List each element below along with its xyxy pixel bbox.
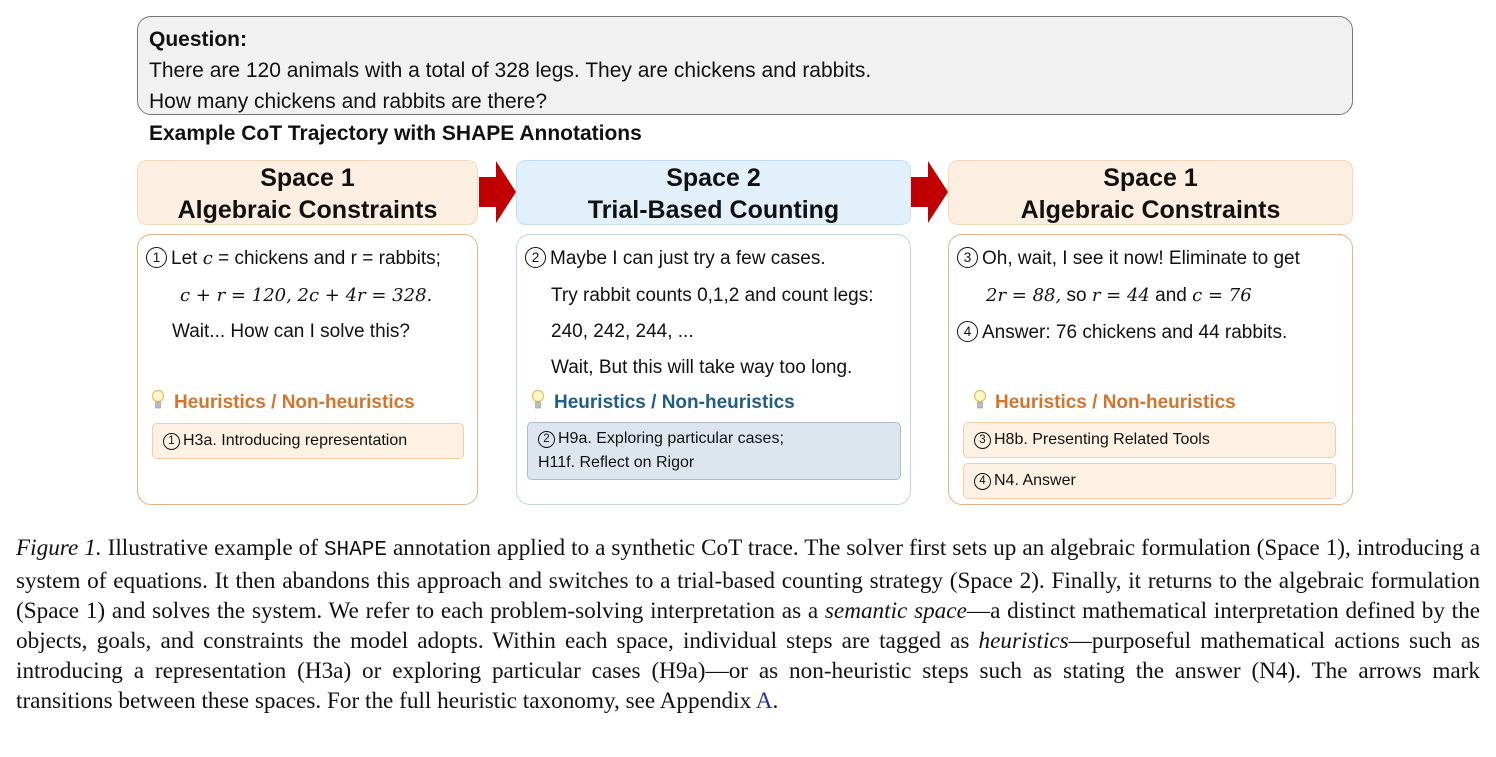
heuristics-title: Heuristics / Non-heuristics	[174, 392, 415, 413]
space-3-title: Space 1	[1103, 164, 1198, 192]
panel-space-3	[948, 234, 1353, 505]
step-number-badge: 3	[957, 247, 978, 268]
panel2-line-4: Wait, But this will take way too long.	[551, 357, 853, 378]
space-header-3	[948, 160, 1353, 225]
space-header-1	[137, 160, 478, 225]
figure-label: Figure 1.	[16, 535, 102, 561]
panel3-step3-line: 3 Oh, wait, I see it now! Eliminate to get	[957, 247, 1300, 270]
heuristics-title: Heuristics / Non-heuristics	[554, 392, 795, 413]
transition-arrow-icon	[479, 161, 516, 223]
space-3-subtitle: Algebraic Constraints	[1020, 196, 1281, 224]
panel-space-1	[137, 234, 478, 505]
tag-text: N4. Answer	[994, 472, 1076, 489]
tag-number-badge: 1	[163, 433, 180, 450]
step-number-badge: 4	[957, 321, 978, 342]
tag-text: H3a. Introducing representation	[183, 432, 408, 449]
appendix-link[interactable]: A	[755, 688, 773, 714]
panel2-line-3: 240, 242, 244, ...	[551, 321, 694, 342]
panel1-step-line: 1 Let c = chickens and r = rabbits;	[146, 247, 441, 270]
space-1-title: Space 1	[260, 164, 355, 192]
heuristic-tag	[963, 463, 1336, 499]
lightbulb-icon	[151, 389, 165, 411]
question-line-1: There are 120 animals with a total of 328 legs. They are chickens and rabbits.	[149, 59, 872, 82]
heuristic-tag	[152, 423, 464, 459]
question-line-2: How many chickens and rabbits are there?	[149, 90, 548, 113]
tag-text: H8b. Presenting Related Tools	[994, 431, 1210, 448]
panel2-line-2: Try rabbit counts 0,1,2 and count legs:	[551, 285, 874, 306]
heuristics-title: Heuristics / Non-heuristics	[995, 392, 1236, 413]
tag-number-badge: 2	[538, 431, 555, 448]
space-header-2	[516, 160, 911, 225]
panel1-equations: c + r = 120, 2c + 4r = 328.	[180, 285, 433, 306]
lightbulb-icon	[973, 389, 987, 411]
tag-text-line-2: H11f. Reflect on Rigor	[538, 454, 695, 471]
tag-text: H9a. Exploring particular cases;	[558, 430, 784, 447]
question-box	[137, 16, 1353, 115]
question-heading: Question:	[149, 28, 247, 51]
heuristic-tag	[527, 422, 901, 480]
lightbulb-icon	[531, 389, 545, 411]
panel3-answer-line: 4 Answer: 76 chickens and 44 rabbits.	[957, 321, 1287, 344]
step-number-badge: 1	[146, 247, 167, 268]
example-title: Example CoT Trajectory with SHAPE Annotations	[149, 122, 642, 145]
space-2-subtitle: Trial-Based Counting	[587, 196, 840, 224]
panel1-wait-line: Wait... How can I solve this?	[172, 321, 410, 342]
panel2-step-line: 2 Maybe I can just try a few cases.	[525, 247, 826, 270]
space-1-subtitle: Algebraic Constraints	[177, 196, 438, 224]
panel-space-2	[516, 234, 911, 505]
tag-number-badge: 4	[974, 473, 991, 490]
panel3-elimination-line: 2r = 88, so r = 44 and c = 76	[986, 285, 1252, 306]
heuristic-tag	[963, 422, 1336, 458]
tag-number-badge: 3	[974, 432, 991, 449]
figure-caption: Figure 1. Illustrative example of SHAPE annotation applied to a synthetic CoT trace. The solver first sets up an algebraic formulation (Space 1), introducing a system of equations. It then abandons this approach and switches to a trial-based counting strategy (Space 2). Finally, it returns to the algebraic formulation (Space 1) and solves the system. We refer to each problem-solving interpretation as a semantic space—a distinct mathematical interpretation defined by the objects, goals, and constraints the model adopts. Within each space, individual steps are tagged as heuristics—purposeful mathematical actions such as introducing a representation (H3a) or exploring particular cases (H9a)—or as non-heuristic steps such as stating the answer (N4). The arrows mark transitions between these spaces. For the full heuristic taxonomy, see Appendix A.	[16, 535, 1481, 714]
transition-arrow-icon	[911, 161, 948, 223]
step-number-badge: 2	[525, 247, 546, 268]
space-2-title: Space 2	[666, 164, 761, 192]
shape-name: SHAPE	[323, 539, 387, 562]
